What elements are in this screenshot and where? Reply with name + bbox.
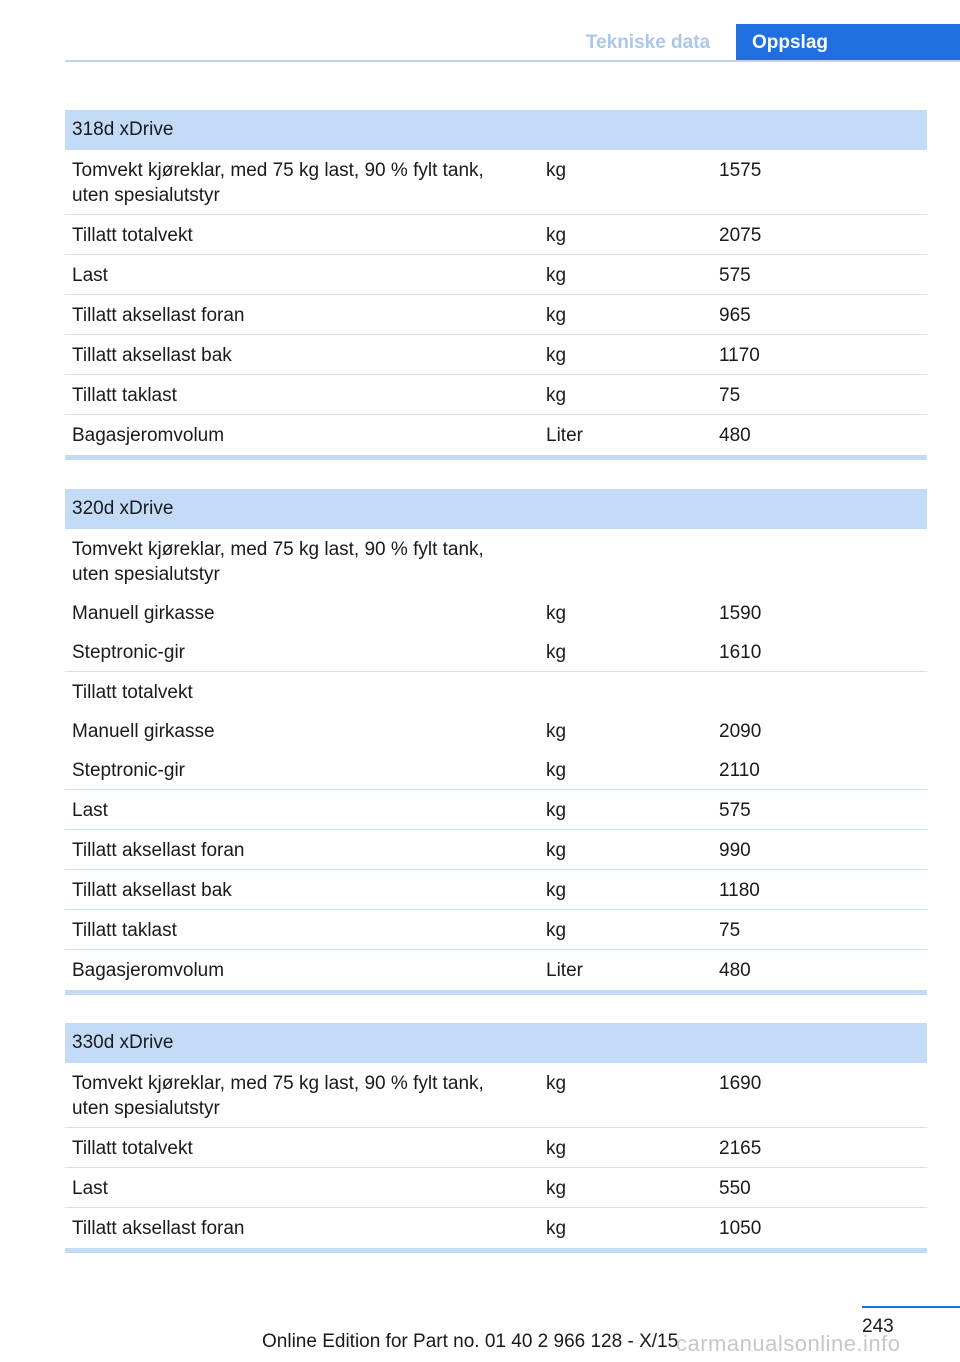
row-unit: kg — [546, 721, 567, 742]
row-label: Tillatt taklast — [72, 920, 177, 941]
row-value: 75 — [719, 920, 741, 941]
row-unit: Liter — [546, 960, 583, 981]
row-label: Tillatt aksellast foran — [72, 840, 245, 861]
table-row — [65, 1168, 927, 1208]
row-label: Bagasjeromvolum — [72, 425, 225, 446]
row-unit: kg — [546, 1138, 567, 1159]
row-label: Last — [72, 1178, 108, 1199]
row-label: Last — [72, 800, 108, 821]
row-value: 1590 — [719, 603, 762, 624]
row-value: 990 — [719, 840, 751, 861]
row-value: 1575 — [719, 160, 762, 181]
table-title: 330d xDrive — [65, 1023, 927, 1063]
row-unit: kg — [546, 345, 567, 366]
row-label: Manuell girkasse — [72, 603, 215, 624]
row-value: 2110 — [719, 760, 760, 781]
row-label: Tillatt taklast — [72, 385, 177, 406]
section-tab-oppslag[interactable]: Oppslag — [736, 24, 960, 62]
row-label: Tomvekt kjøreklar, med 75 kg last, 90 % fylt tank, uten spesialutstyr — [72, 160, 484, 206]
row-value: 1690 — [719, 1073, 762, 1094]
row-label: Tillatt totalvekt — [72, 1138, 193, 1159]
row-value: 1050 — [719, 1218, 762, 1239]
table-row — [65, 150, 927, 215]
row-unit: kg — [546, 1218, 567, 1239]
table-row — [65, 870, 927, 910]
table-row — [65, 529, 927, 593]
table-row — [65, 711, 927, 750]
table-row — [65, 255, 927, 295]
row-label: Tillatt totalvekt — [72, 682, 193, 703]
table-row — [65, 950, 927, 990]
row-label: Tillatt aksellast bak — [72, 880, 232, 901]
table-row — [65, 672, 927, 711]
table-row — [65, 295, 927, 335]
table-row — [65, 910, 927, 950]
row-label: Tomvekt kjøreklar, med 75 kg last, 90 % fylt tank, uten spesialutstyr — [72, 539, 484, 585]
row-value: 965 — [719, 305, 751, 326]
edition-text: Online Edition for Part no. 01 40 2 966 128 - X/15 — [262, 1331, 679, 1352]
row-unit: kg — [546, 1178, 567, 1199]
row-unit: kg — [546, 385, 567, 406]
row-value: 2165 — [719, 1138, 762, 1159]
watermark: carmanualsonline.info — [676, 1331, 901, 1356]
row-value: 480 — [719, 960, 751, 981]
footer-divider — [862, 1306, 960, 1308]
section-tab-tekniske-data[interactable]: Tekniske data — [585, 32, 711, 53]
row-label: Steptronic-gir — [72, 760, 185, 781]
spec-table-318d — [65, 110, 927, 460]
table-end-bar — [65, 990, 927, 995]
table-row — [65, 790, 927, 830]
row-unit: kg — [546, 920, 567, 941]
row-unit: kg — [546, 760, 567, 781]
page-number: 243 — [862, 1316, 894, 1337]
table-row — [65, 1063, 927, 1128]
row-unit: kg — [546, 603, 567, 624]
row-value: 1610 — [719, 642, 762, 663]
spec-table-320d — [65, 489, 927, 995]
row-label: Bagasjeromvolum — [72, 960, 225, 981]
spec-table-330d — [65, 1023, 927, 1253]
table-row — [65, 593, 927, 632]
table-end-bar — [65, 455, 927, 460]
row-label: Tillatt aksellast foran — [72, 305, 245, 326]
row-unit: kg — [546, 1073, 567, 1094]
row-label: Tillatt totalvekt — [72, 225, 193, 246]
row-value: 1170 — [719, 345, 760, 366]
table-row — [65, 215, 927, 255]
row-label: Last — [72, 265, 108, 286]
row-unit: kg — [546, 225, 567, 246]
table-row — [65, 632, 927, 672]
row-unit: Liter — [546, 425, 583, 446]
table-row — [65, 415, 927, 455]
row-unit: kg — [546, 880, 567, 901]
page-header — [0, 0, 960, 64]
table-row — [65, 1128, 927, 1168]
row-label: Tillatt aksellast foran — [72, 1218, 245, 1239]
row-label: Tomvekt kjøreklar, med 75 kg last, 90 % fylt tank, uten spesialutstyr — [72, 1073, 484, 1119]
table-row — [65, 335, 927, 375]
table-row — [65, 1208, 927, 1248]
row-value: 1180 — [719, 880, 760, 901]
row-unit: kg — [546, 305, 567, 326]
row-value: 480 — [719, 425, 751, 446]
table-row — [65, 830, 927, 870]
row-value: 2075 — [719, 225, 762, 246]
table-title: 318d xDrive — [65, 110, 927, 150]
row-unit: kg — [546, 265, 567, 286]
row-value: 575 — [719, 800, 751, 821]
row-value: 75 — [719, 385, 741, 406]
row-unit: kg — [546, 800, 567, 821]
table-end-bar — [65, 1248, 927, 1253]
row-value: 2090 — [719, 721, 762, 742]
table-row — [65, 375, 927, 415]
table-title: 320d xDrive — [65, 489, 927, 529]
table-row — [65, 750, 927, 790]
row-unit: kg — [546, 840, 567, 861]
row-unit: kg — [546, 160, 567, 181]
row-label: Steptronic-gir — [72, 642, 185, 663]
row-value: 550 — [719, 1178, 751, 1199]
row-label: Manuell girkasse — [72, 721, 215, 742]
header-divider — [65, 60, 960, 62]
row-label: Tillatt aksellast bak — [72, 345, 232, 366]
row-unit: kg — [546, 642, 567, 663]
row-value: 575 — [719, 265, 751, 286]
